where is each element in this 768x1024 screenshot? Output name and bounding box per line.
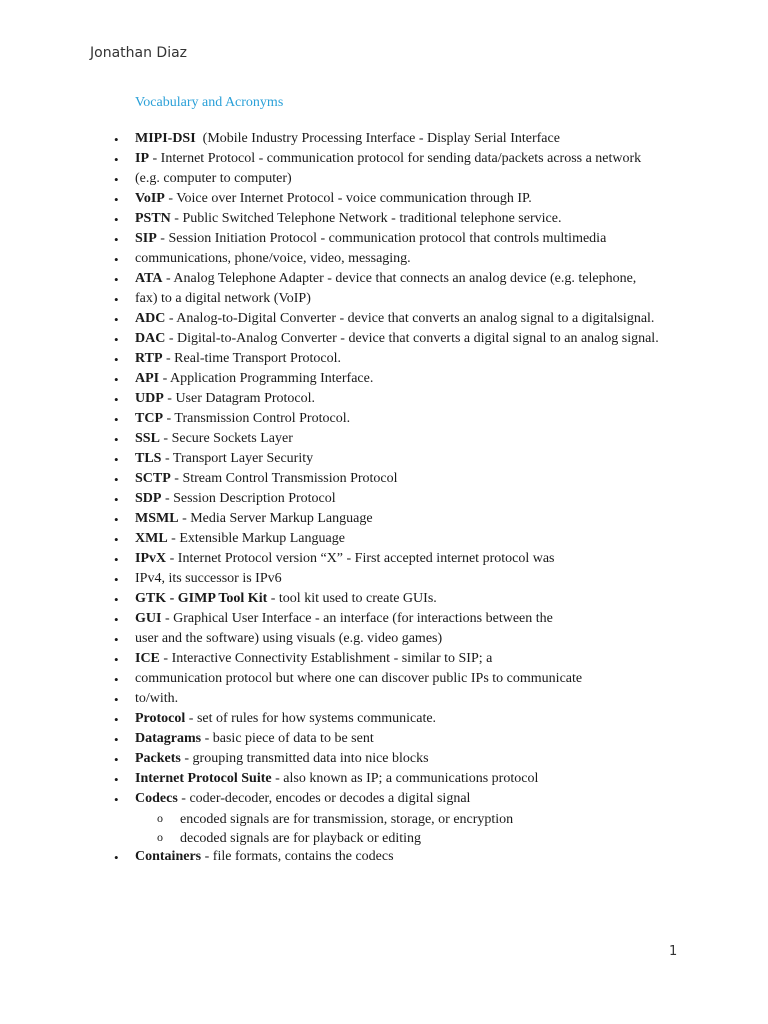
bullet-icon: • [114, 572, 119, 587]
bullet-icon: • [114, 192, 119, 207]
list-item [110, 848, 680, 866]
item-content [135, 450, 680, 468]
definition: - Voice over Internet Protocol - voice communication through IP. [164, 191, 532, 206]
list-item [110, 790, 680, 848]
term: SDP [135, 491, 162, 506]
bullet-icon: • [114, 392, 119, 407]
list-item [110, 710, 680, 728]
list-item [110, 210, 680, 228]
item-content [135, 590, 680, 608]
term: SSL [135, 431, 160, 446]
bullet-icon: • [114, 592, 119, 607]
definition: IPv4, its successor is IPv6 [135, 571, 282, 586]
bullet-icon: • [114, 452, 119, 467]
definition: - Digital-to-Analog Converter - device that converts a digital signal to an analog signal. [165, 331, 659, 346]
sub-list-item [135, 810, 680, 829]
item-content [135, 470, 680, 488]
bullet-icon: • [114, 252, 119, 267]
item-content [135, 730, 680, 748]
list-item [110, 630, 680, 648]
list-item [110, 490, 680, 508]
list-item [110, 250, 680, 268]
item-content [135, 430, 680, 448]
definition: to/with. [135, 691, 179, 706]
list-item [110, 310, 680, 328]
bullet-icon: • [114, 712, 119, 727]
item-content [135, 410, 680, 428]
list-item [110, 190, 680, 208]
term: IP [135, 151, 149, 166]
item-content [135, 270, 680, 288]
item-content [135, 770, 680, 788]
definition: - Analog-to-Digital Converter - device that converts an analog signal to a digitalsignal. [165, 311, 655, 326]
term: Internet Protocol Suite [135, 771, 272, 786]
term: VoIP [135, 191, 165, 206]
list-item [110, 610, 680, 628]
sub-item-text: encoded signals are for transmission, storage, or encryption [180, 812, 514, 827]
definition: (e.g. computer to computer) [135, 171, 292, 186]
circle-bullet-icon: o [157, 830, 163, 844]
definition: - Secure Sockets Layer [159, 431, 293, 446]
item-content [135, 390, 680, 408]
item-content [135, 290, 680, 308]
list-item [110, 150, 680, 168]
item-content [135, 530, 680, 548]
definition: fax) to a digital network (VoIP) [135, 291, 311, 306]
definition: - also known as IP; a communications protocol [271, 771, 539, 786]
item-content [135, 230, 680, 248]
term: GUI [135, 611, 162, 626]
definition: - Interactive Connectivity Establishment - similar to SIP; a [159, 651, 493, 666]
term: Datagrams [135, 731, 202, 746]
bullet-icon: • [114, 772, 119, 787]
bullet-icon: • [114, 552, 119, 567]
bullet-icon: • [114, 692, 119, 707]
bullet-icon: • [114, 372, 119, 387]
definition: (Mobile Industry Processing Interface - Display Serial Interface [195, 131, 560, 146]
term: Containers [135, 849, 202, 864]
definition: - coder-decoder, encodes or decodes a digital signal [177, 791, 471, 806]
list-item [110, 530, 680, 548]
term: RTP [135, 351, 163, 366]
definition: - Graphical User Interface - an interface (for interactions between the [161, 611, 553, 626]
item-content [135, 310, 680, 328]
list-item [110, 690, 680, 708]
list-item [110, 470, 680, 488]
term: MIPI-DSI [135, 131, 196, 146]
definition: - tool kit used to create GUIs. [267, 591, 437, 606]
definition: - Extensible Markup Language [167, 531, 345, 546]
bullet-icon: • [114, 632, 119, 647]
definition: - Internet Protocol version “X” - First accepted internet protocol was [166, 551, 555, 566]
page-number: 1 [669, 944, 678, 959]
list-item [110, 350, 680, 368]
definition: user and the software) using visuals (e.g. video games) [135, 631, 443, 646]
item-content [135, 370, 680, 388]
list-item [110, 550, 680, 568]
item-content [135, 330, 680, 348]
definition: - Session Description Protocol [161, 491, 336, 506]
definition: - Media Server Markup Language [178, 511, 373, 526]
bullet-icon: • [114, 792, 119, 807]
term: API [135, 371, 160, 386]
item-content [135, 550, 680, 568]
item-content [135, 690, 680, 708]
term: TCP [135, 411, 163, 426]
bullet-icon: • [114, 152, 119, 167]
term: IPvX [135, 551, 167, 566]
definition: - User Datagram Protocol. [163, 391, 316, 406]
list-item [110, 290, 680, 308]
definition: - file formats, contains the codecs [201, 849, 394, 864]
definition: - Internet Protocol - communication protocol for sending data/packets across a network [149, 151, 642, 166]
term: XML [135, 531, 168, 546]
bullet-icon: • [114, 532, 119, 547]
bullet-icon: • [114, 312, 119, 327]
item-content [135, 710, 680, 728]
definition: - Transmission Control Protocol. [163, 411, 351, 426]
bullet-icon: • [114, 752, 119, 767]
term: ICE [135, 651, 160, 666]
item-content [135, 790, 680, 808]
list-item [110, 730, 680, 748]
term: ATA [135, 271, 163, 286]
term: ADC [135, 311, 166, 326]
list-item [110, 270, 680, 288]
list-item [110, 330, 680, 348]
item-content [135, 510, 680, 528]
bullet-icon: • [114, 332, 119, 347]
list-item [110, 670, 680, 688]
item-content [135, 610, 680, 628]
item-content [135, 250, 680, 268]
definition: - Analog Telephone Adapter - device that connects an analog device (e.g. telephone, [162, 271, 637, 286]
list-item [110, 430, 680, 448]
item-content [135, 670, 680, 688]
term: SCTP [135, 471, 171, 486]
list-item [110, 750, 680, 768]
list-item [110, 570, 680, 588]
list-item [110, 770, 680, 788]
bullet-icon: • [114, 412, 119, 427]
list-item [110, 650, 680, 668]
bullet-icon: • [114, 512, 119, 527]
item-content [135, 190, 680, 208]
bullet-icon: • [114, 672, 119, 687]
bullet-icon: • [114, 132, 119, 147]
item-content [135, 170, 680, 188]
item-content [135, 848, 680, 866]
list-item [110, 390, 680, 408]
bullet-icon: • [114, 212, 119, 227]
sub-list [135, 810, 680, 848]
term: GTK - GIMP Tool Kit [135, 591, 268, 606]
term: Codecs [135, 791, 178, 806]
bullet-icon: • [114, 652, 119, 667]
bullet-icon: • [114, 232, 119, 247]
bullet-icon: • [114, 732, 119, 747]
circle-bullet-icon: o [157, 811, 163, 825]
vocabulary-list [110, 130, 680, 868]
bullet-icon: • [114, 472, 119, 487]
term: DAC [135, 331, 166, 346]
item-content [135, 210, 680, 228]
term: PSTN [135, 211, 171, 226]
definition: - Public Switched Telephone Network - traditional telephone service. [170, 211, 562, 226]
list-item [110, 410, 680, 428]
item-content [135, 750, 680, 768]
list-item [110, 370, 680, 388]
definition: - Session Initiation Protocol - communication protocol that controls multimedia [156, 231, 607, 246]
list-item [110, 170, 680, 188]
definition: - Real-time Transport Protocol. [162, 351, 342, 366]
bullet-icon: • [114, 292, 119, 307]
definition: - basic piece of data to be sent [201, 731, 374, 746]
sub-item-text: decoded signals are for playback or editing [180, 831, 422, 846]
list-item [110, 450, 680, 468]
bullet-icon: • [114, 612, 119, 627]
item-content [135, 650, 680, 668]
bullet-icon: • [114, 492, 119, 507]
term: TLS [135, 451, 162, 466]
item-content [135, 150, 680, 168]
term: MSML [135, 511, 179, 526]
item-content [135, 630, 680, 648]
bullet-icon: • [114, 850, 119, 865]
bullet-icon: • [114, 352, 119, 367]
term: Packets [135, 751, 181, 766]
term: Protocol [135, 711, 186, 726]
list-item [110, 590, 680, 608]
item-content [135, 130, 680, 148]
definition: communications, phone/voice, video, messaging. [135, 251, 411, 266]
definition: - Transport Layer Security [161, 451, 314, 466]
item-content [135, 570, 680, 588]
item-content [135, 490, 680, 508]
bullet-icon: • [114, 432, 119, 447]
sub-list-item [135, 829, 680, 848]
definition: - set of rules for how systems communicate. [185, 711, 437, 726]
term: UDP [135, 391, 164, 406]
item-content [135, 350, 680, 368]
author-name: Jonathan Diaz [90, 45, 188, 61]
definition: - Stream Control Transmission Protocol [170, 471, 398, 486]
definition: communication protocol but where one can discover public IPs to communicate [135, 671, 583, 686]
bullet-icon: • [114, 272, 119, 287]
bullet-icon: • [114, 172, 119, 187]
list-item [110, 510, 680, 528]
definition: - Application Programming Interface. [159, 371, 374, 386]
list-item [110, 230, 680, 248]
section-heading: Vocabulary and Acronyms [135, 95, 284, 110]
term: SIP [135, 231, 157, 246]
list-item [110, 130, 680, 148]
definition: - grouping transmitted data into nice blocks [180, 751, 429, 766]
